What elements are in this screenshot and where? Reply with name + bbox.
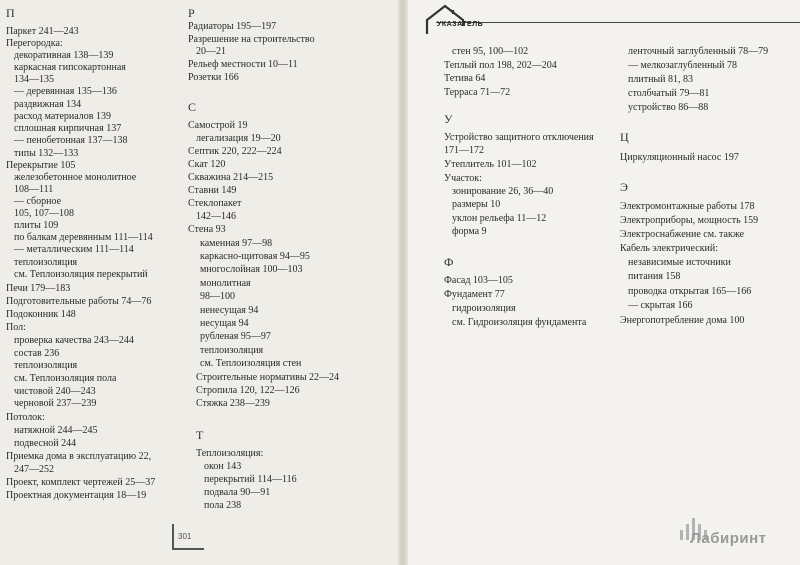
- index-entry: Терраса 71—72: [444, 87, 511, 98]
- index-entry: состав 236: [14, 348, 60, 359]
- index-entry: Пол:: [6, 322, 26, 333]
- index-entry: Кабель электрический:: [620, 243, 719, 254]
- index-entry: стен 95, 100—102: [452, 46, 529, 57]
- index-entry: Печи 179—183: [6, 283, 71, 294]
- index-entry: пола 238: [204, 500, 242, 511]
- index-entry: Стропила 120, 122—126: [196, 385, 300, 396]
- index-entry: подвесной 244: [14, 438, 77, 449]
- index-entry: — скрытая 166: [628, 300, 693, 311]
- index-entry: чистовой 240—243: [14, 386, 96, 397]
- index-entry: Проект, комплект чертежей 25—37: [6, 477, 156, 488]
- index-entry: окон 143: [204, 461, 242, 472]
- index-entry: столбчатый 79—81: [628, 88, 710, 99]
- index-entry: Энергопотребление дома 100: [620, 315, 745, 326]
- index-entry: Тетива 64: [444, 73, 486, 84]
- index-entry: Рельеф местности 10—11: [188, 59, 298, 70]
- index-entry: Подоконник 148: [6, 309, 76, 320]
- index-entry: теплоизоляция: [14, 257, 78, 268]
- index-entry: Теплоизоляция:: [196, 448, 264, 459]
- index-entry: расход материалов 139: [14, 111, 112, 122]
- index-section-letter: С: [188, 100, 197, 114]
- index-entry: Фундамент 77: [444, 289, 505, 300]
- index-entry: плитный 81, 83: [628, 74, 693, 85]
- index-entry: см. Теплоизоляция пола: [14, 373, 117, 384]
- index-entry: Проектная документация 18—19: [6, 490, 147, 501]
- index-entry: 142—146: [196, 211, 236, 222]
- book-gutter: [398, 0, 408, 565]
- index-entry: Потолок:: [6, 412, 45, 423]
- index-entry: 247—252: [14, 464, 54, 475]
- index-entry: Паркет 241—243: [6, 26, 79, 37]
- index-entry: железобетонное монолитное: [14, 172, 137, 183]
- index-entry: Разрешение на строительство: [188, 34, 315, 45]
- index-entry: сплошная кирпичная 137: [14, 123, 122, 134]
- index-entry: натяжной 244—245: [14, 425, 98, 436]
- index-section-letter: Ф: [444, 255, 454, 269]
- index-entry: декоративная 138—139: [14, 50, 114, 61]
- index-entry: Скат 120: [188, 159, 226, 170]
- section-header-tag: УКАЗАТЕЛЬ: [437, 21, 484, 28]
- index-entry: проверка качества 243—244: [14, 335, 134, 346]
- index-entry: Электромонтажные работы 178: [620, 201, 755, 212]
- index-entry: каменная 97—98: [200, 238, 273, 249]
- index-entry: Ставни 149: [188, 185, 237, 196]
- index-entry: типы 132—133: [14, 148, 79, 159]
- index-entry: размеры 10: [452, 199, 501, 210]
- index-entry: Строительные нормативы 22—24: [196, 372, 340, 383]
- header-rule: [436, 22, 800, 23]
- index-section-letter: Р: [188, 6, 195, 20]
- index-entry: — сборное: [14, 196, 62, 207]
- index-entry: подвала 90—91: [204, 487, 271, 498]
- index-entry: перекрытий 114—116: [204, 474, 297, 485]
- index-section-letter: П: [6, 6, 15, 20]
- index-entry: форма 9: [452, 226, 487, 237]
- index-entry: монолитная: [200, 278, 251, 289]
- index-entry: — пенобетонная 137—138: [14, 135, 128, 146]
- index-entry: Циркуляционный насос 197: [620, 152, 739, 163]
- index-entry: — деревянная 135—136: [14, 86, 117, 97]
- index-entry: 108—111: [14, 184, 54, 195]
- index-entry: рубленая 95—97: [200, 331, 271, 342]
- index-entry: Стяжка 238—239: [196, 398, 270, 409]
- index-entry: многослойная 100—103: [200, 264, 303, 275]
- index-entry: каркасно-щитовая 94—95: [200, 251, 310, 262]
- index-entry: Устройство защитного отключения: [444, 132, 594, 143]
- index-entry: 98—100: [200, 291, 235, 302]
- index-entry: — мелкозаглубленный 78: [628, 60, 737, 71]
- index-entry: питания 158: [628, 271, 681, 282]
- index-entry: Радиаторы 195—197: [188, 21, 277, 32]
- index-entry: — металлическим 111—114: [14, 244, 134, 255]
- index-section-letter: У: [444, 112, 453, 126]
- index-section-letter: Ц: [620, 130, 629, 144]
- index-entry: Электроснабжение см. также: [620, 229, 745, 240]
- index-entry: 171—172: [444, 145, 484, 156]
- index-entry: Утеплитель 101—102: [444, 159, 537, 170]
- index-entry: раздвижная 134: [14, 99, 82, 110]
- index-entry: Розетки 166: [188, 72, 239, 83]
- index-entry: Стеклопакет: [188, 198, 242, 209]
- index-entry: по балкам деревянным 111—114: [14, 232, 153, 243]
- index-entry: Подготовительные работы 74—76: [6, 296, 152, 307]
- index-entry: ленточный заглубленный 78—79: [628, 46, 769, 57]
- index-entry: уклон рельефа 11—12: [452, 213, 547, 224]
- index-entry: теплоизоляция: [14, 360, 78, 371]
- index-entry: Септик 220, 222—224: [188, 146, 282, 157]
- index-entry: ненесущая 94: [200, 305, 259, 316]
- index-entry: 134—135: [14, 74, 54, 85]
- index-entry: см. Теплоизоляция стен: [200, 358, 302, 369]
- index-entry: Перекрытие 105: [6, 160, 76, 171]
- index-entry: каркасная гипсокартонная: [14, 62, 126, 73]
- index-entry: теплоизоляция: [200, 345, 264, 356]
- index-entry: Участок:: [444, 173, 482, 184]
- index-section-letter: Э: [620, 180, 628, 194]
- index-entry: Электроприборы, мощность 159: [620, 215, 759, 226]
- page-number: 301: [178, 532, 192, 541]
- index-entry: см. Гидроизоляция фундамента: [452, 317, 587, 328]
- index-section-letter: Т: [196, 428, 204, 442]
- index-entry: устройство 86—88: [628, 102, 709, 113]
- index-entry: Перегородка:: [6, 38, 63, 49]
- index-entry: см. Теплоизоляция перекрытий: [14, 269, 148, 280]
- index-entry: легализация 19—20: [196, 133, 281, 144]
- index-entry: Теплый пол 198, 202—204: [444, 60, 557, 71]
- index-entry: независимые источники: [628, 257, 731, 268]
- index-entry: гидроизоляция: [452, 303, 516, 314]
- index-entry: Самострой 19: [188, 120, 248, 131]
- index-entry: 20—21: [196, 46, 226, 57]
- index-entry: несущая 94: [200, 318, 249, 329]
- index-entry: проводка открытая 165—166: [628, 286, 752, 297]
- index-entry: Фасад 103—105: [444, 275, 513, 286]
- index-entry: 105, 107—108: [14, 208, 74, 219]
- index-entry: черновой 237—239: [14, 398, 97, 409]
- index-entry: Стена 93: [188, 224, 226, 235]
- index-entry: плиты 109: [14, 220, 59, 231]
- index-entry: Скважина 214—215: [188, 172, 274, 183]
- watermark-text: Лабиринт: [690, 530, 767, 547]
- index-entry: зонирование 26, 36—40: [452, 186, 554, 197]
- index-entry: Приемка дома в эксплуатацию 22,: [6, 451, 152, 462]
